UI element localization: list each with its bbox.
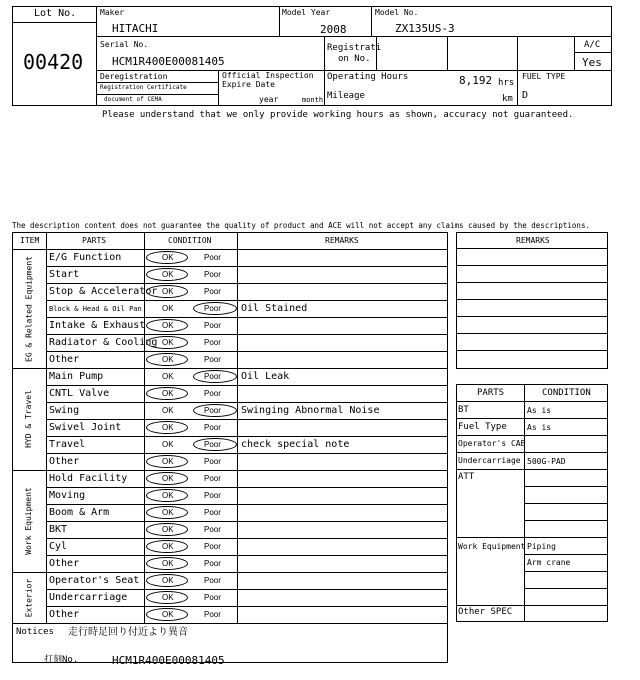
poor-circle[interactable] xyxy=(193,404,237,417)
year-label: year xyxy=(259,95,279,104)
ok-option: OK xyxy=(162,593,174,602)
ok-option: OK xyxy=(162,389,174,398)
poor-option: Poor xyxy=(204,491,221,500)
poor-option: Poor xyxy=(204,304,221,313)
poor-option: Poor xyxy=(204,355,221,364)
ac-value: Yes xyxy=(582,56,602,69)
part-name: Boom & Arm xyxy=(49,507,110,518)
part-name: Swivel Joint xyxy=(49,422,122,433)
right-work-equipment-arm-crane: Arm crane xyxy=(527,558,571,567)
registration-certificate-label: Registration Certificate xyxy=(100,84,187,91)
part-name: Intake & Exhaust xyxy=(49,320,146,331)
ok-circle[interactable] xyxy=(146,319,188,332)
right-part-undercarriage: Undercarriage xyxy=(458,456,521,465)
right-work-equipment-piping: Piping xyxy=(527,542,556,551)
ok-option: OK xyxy=(162,406,174,415)
poor-option: Poor xyxy=(204,372,221,381)
ok-option: OK xyxy=(162,355,174,364)
ok-option: OK xyxy=(162,610,174,619)
inspection-label: Official Inspection xyxy=(222,71,314,80)
hrs-label: hrs xyxy=(498,78,515,88)
right-work-equipment-label: Work Equipment xyxy=(458,542,526,551)
ok-option: OK xyxy=(162,576,174,585)
part-name: Other xyxy=(49,456,80,467)
group-label: HYD & Travel xyxy=(24,390,33,448)
right-other-spec-label: Other SPEC xyxy=(458,607,513,617)
remark-text: Oil Leak xyxy=(241,371,290,382)
mileage-label: Mileage xyxy=(327,91,365,101)
poor-option: Poor xyxy=(204,576,221,585)
poor-option: Poor xyxy=(204,389,221,398)
ok-option: OK xyxy=(162,270,174,279)
lot-label: Lot No. xyxy=(34,8,77,19)
ok-circle[interactable] xyxy=(146,574,188,587)
ok-option: OK xyxy=(162,372,174,381)
ok-option: OK xyxy=(162,474,174,483)
ok-option: OK xyxy=(162,304,174,313)
parts-header: PARTS xyxy=(82,236,107,245)
ok-circle[interactable] xyxy=(146,387,188,400)
part-name: E/G Function xyxy=(49,252,122,263)
ok-circle[interactable] xyxy=(146,608,188,621)
right-condition-undercarriage: 500G-PAD xyxy=(527,457,566,466)
part-name: Radiator & Cooling xyxy=(49,337,158,348)
model-no-label: Model No. xyxy=(375,8,419,17)
ok-option: OK xyxy=(162,525,174,534)
part-name: Other xyxy=(49,609,80,620)
part-name: Cyl xyxy=(49,541,68,552)
ok-option: OK xyxy=(162,287,174,296)
poor-option: Poor xyxy=(204,457,221,466)
right-parts-header: PARTS xyxy=(477,388,505,398)
group-label: Work Equipment xyxy=(24,487,33,555)
notices-value: 走行時足回り付近より異音 xyxy=(68,627,188,638)
poor-option: Poor xyxy=(204,253,221,262)
poor-option: Poor xyxy=(204,270,221,279)
model-year-value: 2008 xyxy=(320,23,347,36)
fuel-type-value: D xyxy=(522,90,529,101)
ok-circle[interactable] xyxy=(146,353,188,366)
ok-option: OK xyxy=(162,440,174,449)
part-name: BKT xyxy=(49,524,68,535)
ok-circle[interactable] xyxy=(146,557,188,570)
ok-circle[interactable] xyxy=(146,268,188,281)
right-part-bt: BT xyxy=(458,405,469,415)
group-label: Exterior xyxy=(24,578,33,617)
poor-option: Poor xyxy=(204,593,221,602)
model-no-value: ZX135US-3 xyxy=(395,22,455,35)
poor-option: Poor xyxy=(204,542,221,551)
maker-value: HITACHI xyxy=(112,22,159,35)
right-att-label: ATT xyxy=(458,472,475,482)
ok-circle[interactable] xyxy=(146,523,188,536)
ac-label: A/C xyxy=(584,40,601,50)
serial-value: HCM1R400E00081405 xyxy=(112,55,225,68)
ok-option: OK xyxy=(162,491,174,500)
group-label: EG & Related Equipment xyxy=(24,255,33,362)
right-condition-bt: As is xyxy=(527,406,552,415)
poor-option: Poor xyxy=(204,610,221,619)
poor-option: Poor xyxy=(204,321,221,330)
month-label: month xyxy=(302,96,324,104)
part-name: Start xyxy=(49,269,80,280)
part-name: Travel xyxy=(49,439,86,450)
operating-hours-label: Operating Hours xyxy=(327,72,409,82)
deregistration-label: Deregistration xyxy=(100,72,168,81)
poor-option: Poor xyxy=(204,559,221,568)
hours-disclaimer: Please understand that we only provide working hours as shown, accuracy not guaranteed. xyxy=(102,110,574,120)
ok-option: OK xyxy=(162,457,174,466)
poor-option: Poor xyxy=(204,440,221,449)
poor-option: Poor xyxy=(204,474,221,483)
part-name: Undercarriage xyxy=(49,592,128,603)
part-name: Main Pump xyxy=(49,371,104,382)
remark-text: Oil Stained xyxy=(241,303,308,314)
description-note: The description content does not guarantee the quality of product and ACE will not accept any claims caused by the descriptions. xyxy=(12,221,590,230)
document-label: document of CEMA xyxy=(104,96,162,103)
ok-circle[interactable] xyxy=(146,285,188,298)
ok-option: OK xyxy=(162,542,174,551)
ok-circle[interactable] xyxy=(146,336,188,349)
model-year-label: Model Year xyxy=(282,8,331,17)
ok-circle[interactable] xyxy=(146,591,188,604)
part-name: Swing xyxy=(49,405,80,416)
part-name: Other xyxy=(49,354,80,365)
serial-label: Serial No. xyxy=(100,40,149,49)
part-name: CNTL Valve xyxy=(49,388,110,399)
poor-option: Poor xyxy=(204,338,221,347)
right-condition-fuel-type: As is xyxy=(527,423,552,432)
remarks-header: REMARKS xyxy=(325,236,359,245)
ok-circle[interactable] xyxy=(146,421,188,434)
poor-option: Poor xyxy=(204,508,221,517)
stamp-label: 打刻No. xyxy=(44,655,79,665)
poor-option: Poor xyxy=(204,525,221,534)
ok-option: OK xyxy=(162,338,174,347)
ok-circle[interactable] xyxy=(146,251,188,264)
ok-circle[interactable] xyxy=(146,472,188,485)
right-part-operator-cab: Operator's CAB xyxy=(458,439,526,448)
part-name: Block & Head & Oil Pan xyxy=(49,305,142,313)
operating-hours-value: 8,192 xyxy=(459,74,493,87)
part-name: Stop & Accelerator xyxy=(49,286,158,297)
stamp-value: HCM1R400E00081405 xyxy=(112,654,225,667)
poor-option: Poor xyxy=(204,287,221,296)
remark-text: check special note xyxy=(241,439,350,450)
remark-text: Swinging Abnormal Noise xyxy=(241,405,380,416)
ok-circle[interactable] xyxy=(146,540,188,553)
ok-circle[interactable] xyxy=(146,455,188,468)
poor-circle[interactable] xyxy=(193,302,237,315)
poor-option: Poor xyxy=(204,423,221,432)
part-name: Moving xyxy=(49,490,86,501)
part-name: Hold Facility xyxy=(49,473,128,484)
ok-circle[interactable] xyxy=(146,489,188,502)
poor-option: Poor xyxy=(204,406,221,415)
km-label: km xyxy=(502,94,513,104)
inspection-label-2: Expire Date xyxy=(222,80,275,89)
ok-option: OK xyxy=(162,559,174,568)
ok-circle[interactable] xyxy=(146,506,188,519)
ok-option: OK xyxy=(162,508,174,517)
poor-circle[interactable] xyxy=(193,438,237,451)
ok-option: OK xyxy=(162,321,174,330)
right-part-fuel-type: Fuel Type xyxy=(458,422,507,432)
right-remarks-header: REMARKS xyxy=(516,236,550,245)
fuel-type-label: FUEL TYPE xyxy=(522,72,566,81)
notices-label: Notices xyxy=(16,627,54,637)
right-condition-header: CONDITION xyxy=(542,388,591,398)
condition-header: CONDITION xyxy=(168,236,212,245)
item-header: ITEM xyxy=(20,236,40,245)
ok-option: OK xyxy=(162,423,174,432)
lot-number: 00420 xyxy=(23,50,84,74)
part-name: Operator's Seat xyxy=(49,575,140,586)
maker-label: Maker xyxy=(100,8,125,17)
ok-option: OK xyxy=(162,253,174,262)
registration-label: Registrati xyxy=(327,43,382,53)
registration-label-2: on No. xyxy=(338,54,371,64)
poor-circle[interactable] xyxy=(193,370,237,383)
part-name: Other xyxy=(49,558,80,569)
